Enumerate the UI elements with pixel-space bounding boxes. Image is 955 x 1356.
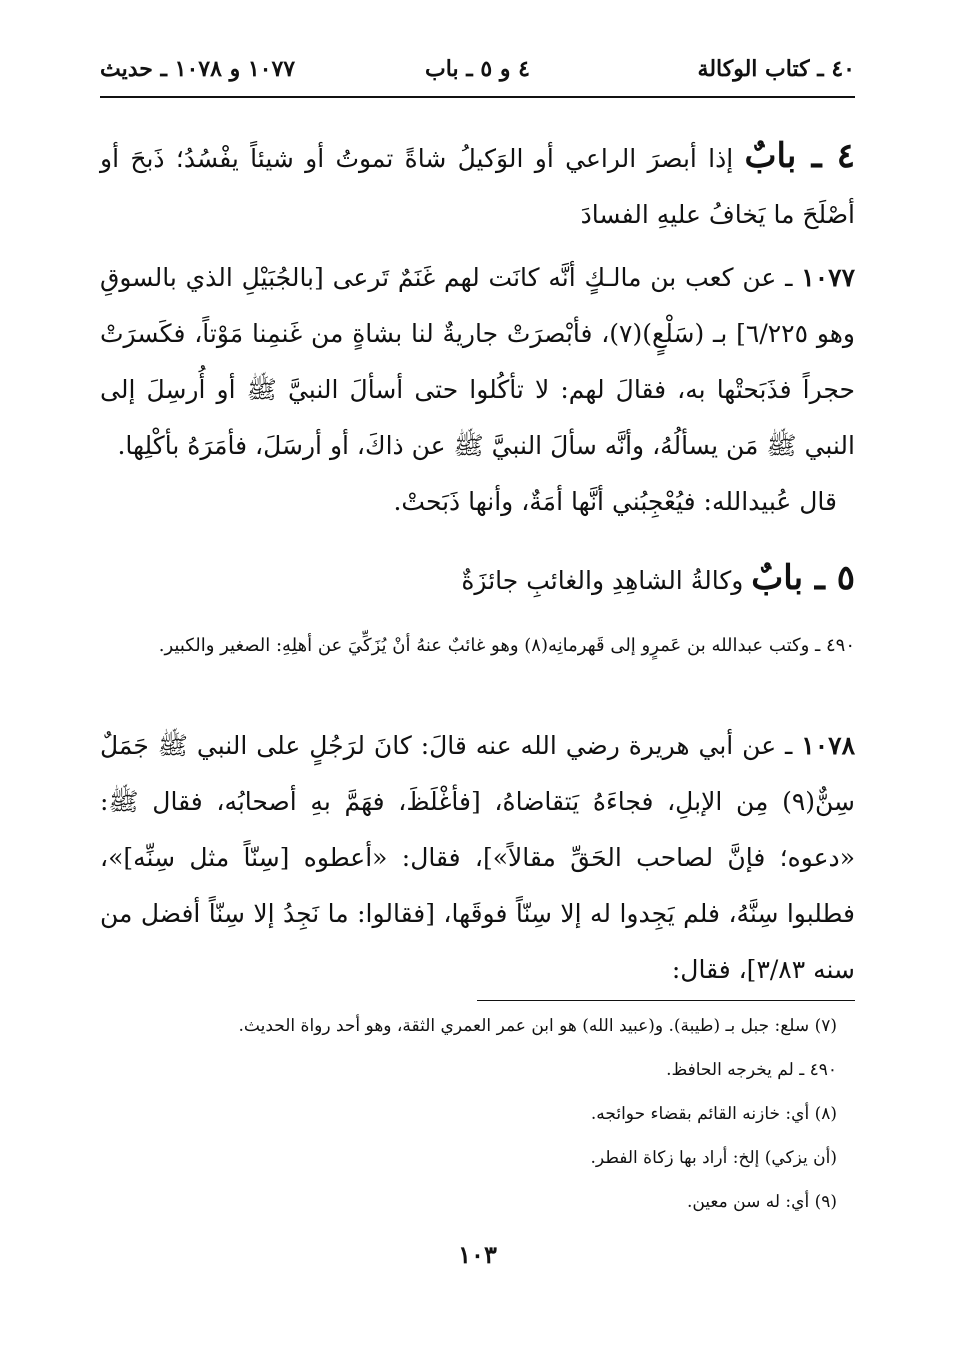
header-book-title: ٤٠ ـ كتاب الوكالة (697, 56, 855, 82)
header-hadith-range: ١٠٧٧ و ١٠٧٨ ـ حديث (100, 56, 296, 82)
athar-490-text: ٤٩٠ ـ وكتب عبدالله بن عَمرٍو إلى قَهرمانِه(٨) وهو غائبٌ عنهُ أنْ يُزَكِّيَ عن أهلِهِ: الصغير والكبير. (158, 635, 855, 656)
header-divider (100, 96, 855, 98)
hadith-1077-number: ١٠٧٧ (801, 263, 855, 292)
hadith-1077 (100, 250, 855, 474)
footnote-divider (477, 1000, 855, 1001)
hadith-1078-text: ـ عن أبي هريرة رضي الله عنه قالَ: كانَ لرَجُلٍ على النبي ﷺ جَمَلٌ سِنٌّ(٩) مِن الإبلِ، فجاءَهُ يَتقاضاهُ، [فأغْلَظَ، فهَمَّ بهِ أصحابُه، فقال ﷺ: «دعوه؛ فإنَّ لصاحب الحَقِّ مقالاً»]، فقال: «أعطوه [سِنّاً مثل سِنِّه]»، فطلبوا سِنَّهُ، فلم يَجِدوا له إلا سِنّاً فوقَها، [فقالوا: ما نَجِدُ إلا سِنّاً أفضل من سنه ٣/٨٣]، فقال: (100, 731, 855, 984)
chapter-5-heading (100, 550, 855, 609)
footnote-8: (٨) أي: خازنه القائم بقضاء حوائجه. (590, 1104, 837, 1124)
page-number: ١٠٣ (458, 1240, 497, 1269)
chapter-4-title: إذا أبصرَ الراعي أو الوَكيلُ شاةً تموتُ أو شيئاً يفْسُدُ؛ ذَبحَ أو أصْلَحَ ما يَخافُ عليهِ الفسادَ (100, 144, 855, 229)
header-chapters: ٤ و ٥ ـ باب (425, 56, 530, 82)
athar-490 (100, 618, 855, 674)
footnote-8-continued: (أن يزكي) إلخ: أراد بها زكاة الفطر. (590, 1148, 837, 1168)
chapter-4-number: ٤ ـ بابٌ (744, 136, 856, 176)
footnote-490: ٤٩٠ ـ لم يخرجه الحافظ. (666, 1060, 837, 1080)
footnote-7: (٧) سلع: جبل بـ (طيبة). و(عبيد الله) هو ابن عمر العمري الثقة، وهو أحد رواة الحديث. (238, 1016, 837, 1036)
chapter-5-number: ٥ ـ بابٌ (751, 558, 855, 598)
running-header (100, 56, 855, 90)
footnote-9: (٩) أي: له سن معين. (686, 1192, 837, 1212)
chapter-4-heading (100, 128, 855, 243)
chapter-5-title: وكالةُ الشاهِدِ والغائبِ جائزَةٌ (461, 566, 744, 595)
hadith-1077-note (100, 474, 855, 530)
hadith-1078-number: ١٠٧٨ (801, 731, 855, 760)
hadith-1077-text: ـ عن كعب بن مالـكٍ أنَّه كانَت لهم غَنَمٌ تَرعى [بالجُبَيْلِ الذي بالسوقِ وهو ٦/٢٢٥] بـ (سَلْعٍ)(٧)، فأبْصرَتْ جاريةٌ لنا بشاةٍ من غَنمِنا مَوْتاً، فكَسرَتْ حجراً فذَبَحتْها به، فقالَ لهم: لا تأكُلوا حتى أسألَ النبيَّ ﷺ أو أُرسِلَ إلى النبي ﷺ مَن يسألُهُ، وأنَّه سألَ النبيَّ ﷺ عن ذاكَ، أو أرسَلَ، فأمَرَهُ بأكْلِها. (100, 263, 856, 460)
ubaydullah-note: قال عُبيدالله: فيُعْجِبُني أنَّها أمَةٌ، وأنها ذَبَحتْ. (393, 487, 837, 516)
hadith-1078 (100, 718, 855, 998)
